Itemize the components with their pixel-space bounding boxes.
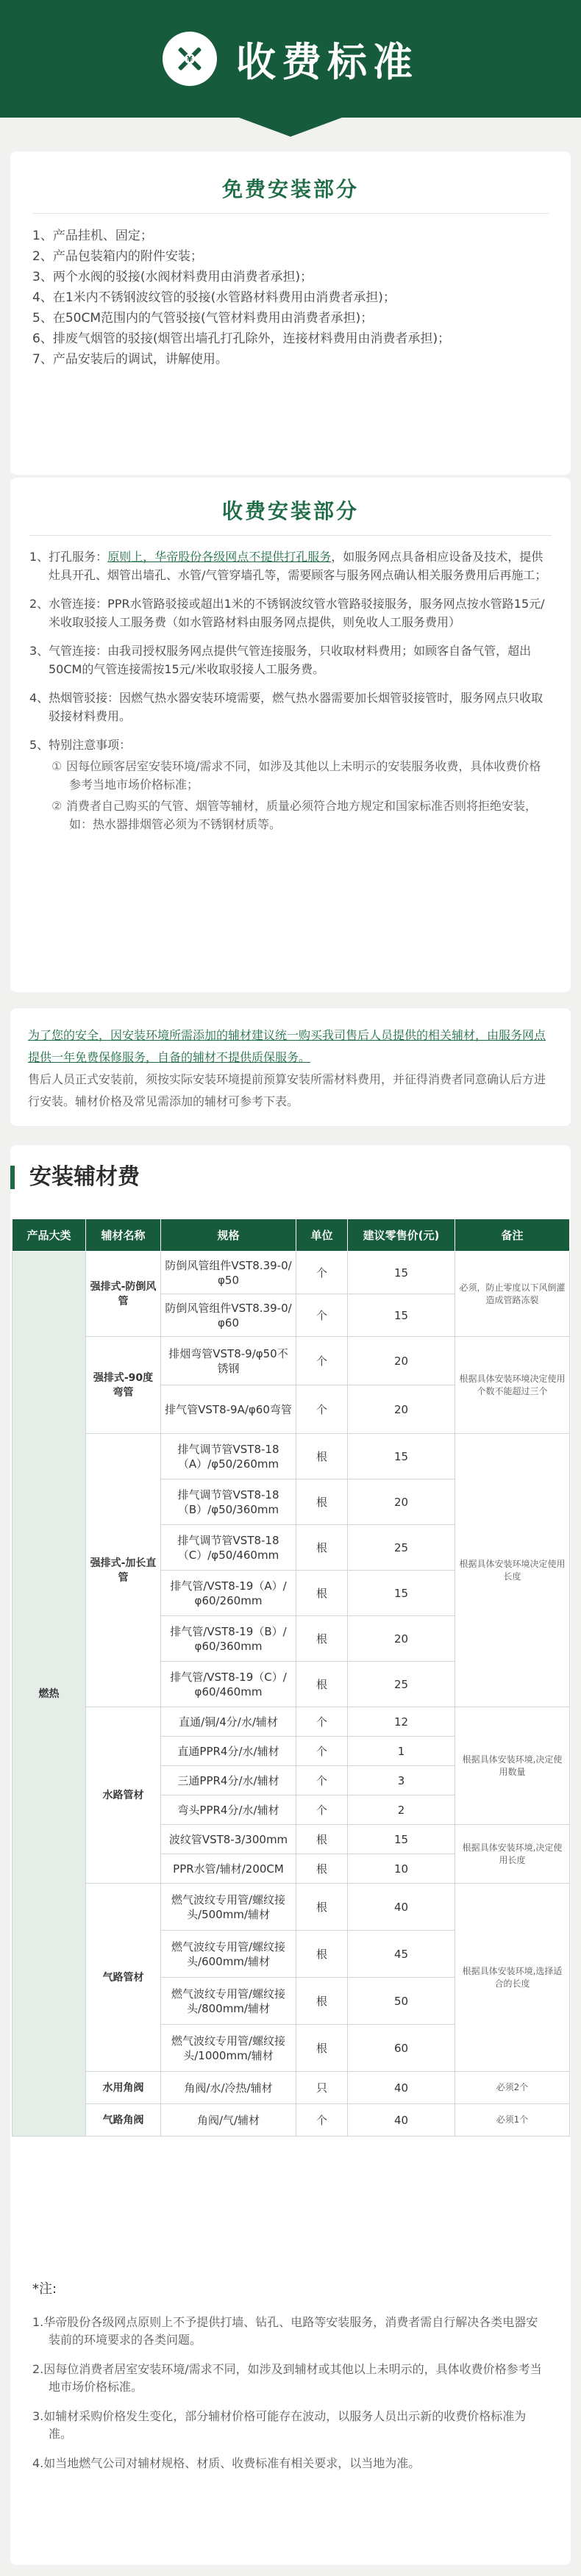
group-cell: 水用角阀: [86, 2072, 161, 2104]
unit-cell: 个: [296, 2104, 348, 2136]
table-header-row: [13, 1219, 570, 1252]
price-cell: 20: [348, 1385, 455, 1434]
unit-cell: 根: [296, 1854, 348, 1884]
circle-two-mark: ②: [51, 799, 63, 813]
price-cell: 15: [348, 1434, 455, 1479]
unit-cell: 根: [296, 1884, 348, 1931]
spec-cell: 燃气波纹专用管/螺纹接头/1000mm/辅材: [161, 2025, 296, 2072]
unit-cell: 根: [296, 1825, 348, 1854]
spec-cell: 排气调节管VST8-18（B）/φ50/360mm: [161, 1479, 296, 1525]
footer-note: 3.如辅材采购价格发生变化，部分辅材价格可能存在波动，以服务人员出示新的收费价格标准为准。: [32, 2409, 527, 2441]
price-cell: 20: [348, 1479, 455, 1525]
paid-item-text: ，如服务网点具备相应设备及技术，提供灶具开孔、烟管出墙孔、水管/气管穿墙孔等，需要顾客与服务网点确认相关服务费用后再施工；: [49, 550, 547, 582]
footer-notes-card: [10, 2249, 571, 2565]
list-item: 7、产品安装后的调试，讲解使用。: [32, 352, 228, 367]
list-item: 5、在50CM范围内的气管驳接(气管材料费用由消费者承担)；: [32, 311, 374, 326]
group-cell: 气路管材: [86, 1884, 161, 2072]
price-cell: 25: [348, 1525, 455, 1571]
unit-cell: 个: [296, 1737, 348, 1766]
list-item: 4、在1米内不锈钢波纹管的驳接(水管路材料费用由消费者承担)；: [32, 290, 396, 305]
price-cell: 15: [348, 1825, 455, 1854]
unit-cell: 根: [296, 1616, 348, 1662]
header-remark: 备注: [455, 1219, 570, 1252]
materials-table-card: [10, 1145, 571, 2255]
spec-cell: 角阀/水/冷热/辅材: [161, 2072, 296, 2104]
header-unit: 单位: [296, 1219, 348, 1252]
remark-cell: 根据具体安装环境,决定使用长度: [455, 1825, 570, 1884]
list-item: 2、产品包装箱内的附件安装；: [32, 249, 203, 264]
spec-cell: 三通PPR4分/水/辅材: [161, 1766, 296, 1795]
highlight-text: 原则上，华帝股份各级网点不提供打孔服务: [107, 550, 332, 564]
price-cell: 15: [348, 1294, 455, 1337]
list-item: 1、产品挂机、固定；: [32, 229, 153, 243]
footer-note: 1.华帝股份各级网点原则上不予提供打墙、钻孔、电路等安装服务，消费者需自行解决各类电器安装前的环境要求的各类问题。: [32, 2315, 538, 2347]
group-cell: 强排式-90度弯管: [86, 1337, 161, 1434]
unit-cell: 根: [296, 1525, 348, 1571]
remark-cell: 根据具体安装环境,选择适合的长度: [455, 1884, 570, 2072]
remark-cell: 必须2个: [455, 2072, 570, 2104]
unit-cell: 根: [296, 1434, 348, 1479]
footer-notes-title: *注:: [32, 2281, 57, 2297]
group-cell: 强排式-防倒风管: [86, 1252, 161, 1337]
price-cell: 50: [348, 1978, 455, 2025]
unit-cell: 根: [296, 2025, 348, 2072]
spec-cell: 燃气波纹专用管/螺纹接头/800mm/辅材: [161, 1978, 296, 2025]
spec-cell: 防倒风管组件VST8.39-0/φ50: [161, 1252, 296, 1294]
group-cell: 水路管材: [86, 1707, 161, 1884]
unit-cell: 根: [296, 1662, 348, 1707]
price-cell: 60: [348, 2025, 455, 2072]
group-cell: 强排式-加长直管: [86, 1434, 161, 1707]
remark-cell: 必须，防止零度以下风倒灌造成管路冻裂: [455, 1252, 570, 1337]
safety-note-card: [10, 1008, 571, 1126]
table-row: [13, 1884, 570, 1931]
header-material: 辅材名称: [86, 1219, 161, 1252]
unit-cell: 个: [296, 1795, 348, 1825]
spec-cell: 排气调节管VST8-18（C）/φ50/460mm: [161, 1525, 296, 1571]
unit-cell: 个: [296, 1385, 348, 1434]
sub-note-text: 消费者自己购买的气管、烟管等辅材，质量必须符合地方规定和国家标准否则将拒绝安装，如：热水器排烟管必须为不锈钢材质等。: [66, 799, 538, 831]
sub-note-text: 因每位顾客居室安装环境/需求不同，如涉及其他以上未明示的安装服务收费，具体收费价格参考当地市场价格标准；: [66, 759, 541, 792]
paid-item-drilling: [29, 548, 552, 584]
price-cell: 40: [348, 2104, 455, 2136]
table-row: [13, 1707, 570, 1737]
spec-cell: PPR水管/辅材/200CM: [161, 1854, 296, 1884]
svg-text:¥: ¥: [187, 54, 193, 64]
unit-cell: 个: [296, 1766, 348, 1795]
footer-note: 4.如当地燃气公司对辅材规格、材质、收费标准有相关要求，以当地为准。: [32, 2456, 421, 2470]
unit-cell: 根: [296, 1931, 348, 1978]
unit-cell: 个: [296, 1252, 348, 1294]
header-price: 建议零售价(元): [348, 1219, 455, 1252]
unit-cell: 个: [296, 1294, 348, 1337]
spec-cell: 燃气波纹专用管/螺纹接头/600mm/辅材: [161, 1931, 296, 1978]
table-row: [13, 1434, 570, 1479]
sub-note-2: [29, 797, 552, 833]
spec-cell: 排烟弯管VST8-9/φ50不锈钢: [161, 1337, 296, 1385]
table-row: [13, 1337, 570, 1385]
unit-cell: 个: [296, 1707, 348, 1737]
spec-cell: 防倒风管组件VST8.39-0/φ60: [161, 1294, 296, 1337]
sub-note-1: [29, 757, 552, 794]
free-install-card: [10, 151, 571, 475]
price-cell: 12: [348, 1707, 455, 1737]
unit-cell: 根: [296, 1571, 348, 1616]
group-cell: 气路角阀: [86, 2104, 161, 2136]
page-header: [0, 0, 581, 118]
remark-cell: 根据具体安装环境决定使用长度: [455, 1434, 570, 1707]
remark-cell: 根据具体安装环境决定使用个数不能超过三个: [455, 1337, 570, 1434]
category-cell: 燃热: [13, 1252, 86, 2136]
list-item: 3、两个水阀的驳接(水阀材料费用由消费者承担)；: [32, 270, 313, 284]
price-cell: 15: [348, 1571, 455, 1616]
price-cell: 1: [348, 1737, 455, 1766]
spec-cell: 排气管/VST8-19（C）/φ60/460mm: [161, 1662, 296, 1707]
remark-cell: 根据具体安装环境,决定使用数量: [455, 1707, 570, 1825]
table-row: [13, 1252, 570, 1294]
spec-cell: 波纹管VST8-3/300mm: [161, 1825, 296, 1854]
paid-install-title: 收费安装部分: [29, 495, 552, 536]
price-cell: 15: [348, 1252, 455, 1294]
paid-item-flue: 4、热烟管驳接：因燃气热水器安装环境需要，燃气热水器需要加长烟管驳接管时，服务网点只收取驳接材料费用。: [29, 691, 543, 723]
list-item: 6、排废气烟管的驳接(烟管出墙孔打孔除外，连接材料费用由消费者承担)；: [32, 331, 451, 346]
price-cell: 20: [348, 1337, 455, 1385]
price-cell: 45: [348, 1931, 455, 1978]
remark-cell: 必须1个: [455, 2104, 570, 2136]
spec-cell: 排气管/VST8-19（A）/φ60/260mm: [161, 1571, 296, 1616]
paid-item-head: 1、打孔服务：: [29, 550, 108, 564]
footer-note: 2.因每位消费者居室安装环境/需求不同，如涉及到辅材或其他以上未明示的，具体收费价格参考当地市场价格标准。: [32, 2362, 542, 2394]
spec-cell: 角阀/气/辅材: [161, 2104, 296, 2136]
materials-table: [12, 1219, 570, 2136]
spec-cell: 排气管/VST8-19（B）/φ60/360mm: [161, 1616, 296, 1662]
spec-cell: 直通PPR4分/水/辅材: [161, 1737, 296, 1766]
price-cell: 20: [348, 1616, 455, 1662]
spec-cell: 燃气波纹专用管/螺纹接头/500mm/辅材: [161, 1884, 296, 1931]
price-cell: 3: [348, 1766, 455, 1795]
unit-cell: 个: [296, 1337, 348, 1385]
paid-item-gas: 3、气管连接：由我司授权服务网点提供气管连接服务，只收取材料费用；如顾客自备气管，超出50CM的气管连接需按15元/米收取驳接人工服务费。: [29, 644, 532, 676]
table-row: [13, 2072, 570, 2104]
header-spec: 规格: [161, 1219, 296, 1252]
free-install-list: [32, 226, 549, 370]
price-cell: 40: [348, 1884, 455, 1931]
price-cell: 40: [348, 2072, 455, 2104]
header-category: 产品大类: [13, 1219, 86, 1252]
section-title: 安装辅材费: [10, 1166, 571, 1189]
circle-one-mark: ①: [51, 759, 63, 773]
spec-cell: 排气管VST8-9A/φ60弯管: [161, 1385, 296, 1434]
unit-cell: 根: [296, 1978, 348, 2025]
paid-item-notes: 5、特别注意事项：: [29, 738, 132, 752]
price-cell: 10: [348, 1854, 455, 1884]
table-row: [13, 2104, 570, 2136]
page-title: 收费标准: [236, 38, 418, 85]
price-cell: 25: [348, 1662, 455, 1707]
spec-cell: 直通/铜/4分/水/辅材: [161, 1707, 296, 1737]
free-install-title: 免费安装部分: [32, 173, 549, 214]
safety-note-text: 售后人员正式安装前，须按实际安装环境提前预算安装所需材料费用，并征得消费者同意确认后方进行安装。辅材价格及常见需添加的辅材可参考下表。: [28, 1072, 546, 1108]
spec-cell: 排气调节管VST8-18（A）/φ50/260mm: [161, 1434, 296, 1479]
safety-note-highlight: 为了您的安全，因安装环境所需添加的辅材建议统一购买我司售后人员提供的相关辅材，由服务网点提供一年免费保修服务，自备的辅材不提供质保服务。: [28, 1028, 546, 1064]
price-cell: 2: [348, 1795, 455, 1825]
spec-cell: 弯头PPR4分/水/辅材: [161, 1795, 296, 1825]
unit-cell: 只: [296, 2072, 348, 2104]
paid-item-water: 2、水管连接：PPR水管路驳接或超出1米的不锈钢波纹管水管路驳接服务，服务网点按水管路15元/米收取驳接人工服务费（如水管路材料由服务网点提供，则免收人工服务费用）: [29, 597, 545, 629]
paid-install-card: [10, 478, 571, 992]
unit-cell: 根: [296, 1479, 348, 1525]
tools-icon: [163, 32, 217, 86]
